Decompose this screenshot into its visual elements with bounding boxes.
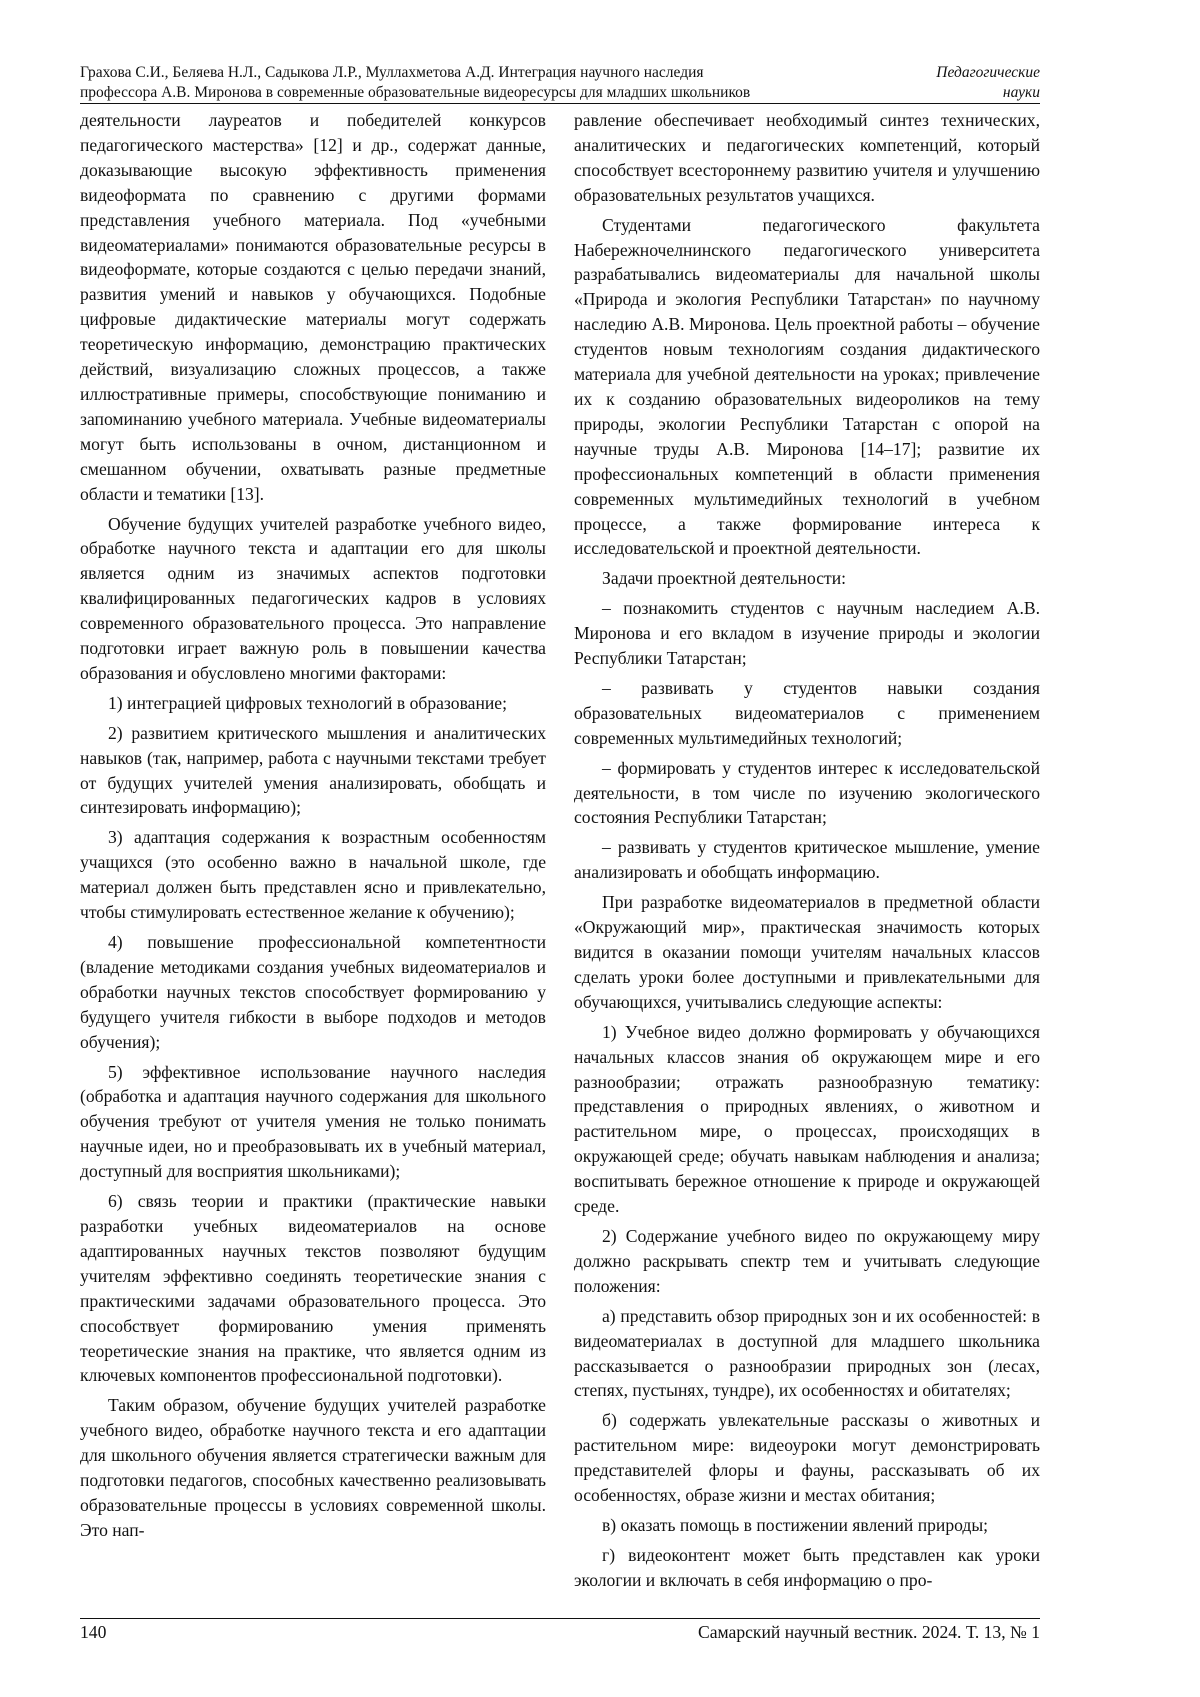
paragraph: Задачи проектной деятельности: <box>602 568 847 589</box>
header-journal-section <box>890 63 1040 103</box>
list-item: – развивать у студентов навыки создания образовательных видеоматериалов с применением современных мультимедийных технологий; <box>574 677 1040 748</box>
left-column <box>80 108 546 1543</box>
paragraph: Студентами педагогического факультета Набережночелнинского педагогического университета разрабатывались видеоматериалы для начальной школы «Природа и экология Республики Татарстан» по научному наследию А.В. Миронова. Цель проектной работы – обучение студентов новым технологиям создания дидактического материала для учебной деятельности на уроках; привлечение их к созданию образовательных видеороликов на тему природы, экологии Республики Татарстан с опорой на научные труды А.В. Миронова [14–17]; развитие их профессиональных компетенций в области применения современных мультимедийных технологий в учебном процессе, а также формирование интереса к исследовательской и проектной деятельности. <box>574 214 1040 559</box>
list-item: а) представить обзор природных зон и их особенностей: в видеоматериалах в доступной для младшего школьника рассказывается о разнообразии природных зон (лесах, степях, пустынях, тундре), их особенностях и обитателях; <box>574 1305 1040 1401</box>
paragraph: Обучение будущих учителей разработке учебного видео, обработке научного текста и адаптации его для школы является одним из значимых аспектов подготовки квалифицированных педагогических кадров в условиях современного образовательного процесса. Это направление подготовки играет важную роль в повышении качества образования и обусловлено многими факторами: <box>80 513 546 683</box>
list-item: 1) Учебное видео должно формировать у обучающихся начальных классов знания об окружающем мире и его разнообразии; отражать разнообразную тематику: представления о природных явлениях, о животном и растительном мире, о процессах, происходящих в окружающей среде; обучать навыкам наблюдения и анализа; воспитывать бережное отношение к природе и окружающей среде. <box>574 1021 1040 1217</box>
paragraph: равление обеспечивает необходимый синтез технических, аналитических и педагогических компетенций, который способствует всестороннему развитию учителя и улучшению образовательных результатов учащихся. <box>574 110 1040 205</box>
list-item: 5) эффективное использование научного наследия (обработка и адаптация научного содержания для школьного обучения требуют от учителя умения не только понимать научные идеи, но и преобразовывать их в учебный материал, доступный для восприятия школьниками); <box>80 1061 546 1182</box>
list-item: – формировать у студентов интерес к исследовательской деятельности, в том числе по изучению экологического состояния Республики Татарстан; <box>574 757 1040 828</box>
journal-reference: Самарский научный вестник. 2024. Т. 13, № 1 <box>697 1622 1040 1642</box>
header-line-1: Грахова С.И., Беляева Н.Л., Садыкова Л.Р., Муллахметова А.Д. Интеграция научного наследия <box>80 64 704 81</box>
paragraph: деятельности лауреатов и победителей конкурсов педагогического мастерства» [12] и др., содержат данные, доказывающие высокую эффективность применения видеоформата по сравнению с другими формами представления учебного материала. Под «учебными видеоматериалами» понимаются образовательные ресурсы в видеоформате, которые создаются с целью передачи знаний, развития умений и навыков у обучающихся. Подобные цифровые дидактические материалы могут содержать теоретическую информацию, демонстрацию практических действий, визуализацию сложных процессов, а также иллюстративные примеры, способствующие пониманию и запоминанию учебного материала. Учебные видеоматериалы могут быть использованы в очном, дистанционном и смешанном обучении, охватывать разные предметные области и тематики [13]. <box>80 110 546 504</box>
section-line-2: науки <box>1002 84 1040 101</box>
list-item: б) содержать увлекательные рассказы о животных и растительном мире: видеоуроки могут демонстрировать представителей флоры и фауны, рассказывать об их особенностях, образе жизни и местах обитания; <box>574 1410 1040 1506</box>
section-line-1: Педагогические <box>936 64 1040 81</box>
paragraph: Таким образом, обучение будущих учителей разработке учебного видео, обработке научного текста и его адаптации для школьного обучения является стратегически важным для подготовки педагогов, способных качественно реализовывать образовательные процессы в условиях современной школы. Это нап- <box>80 1395 546 1540</box>
list-item: 2) Содержание учебного видео по окружающему миру должно раскрывать спектр тем и учитывать следующие положения: <box>574 1225 1040 1296</box>
list-item: в) оказать помощь в постижении явлений природы; <box>602 1514 989 1535</box>
header-line-2: профессора А.В. Миронова в современные образовательные видеоресурсы для младших школьников <box>80 84 751 101</box>
paragraph: При разработке видеоматериалов в предметной области «Окружающий мир», практическая значимость которых видится в оказании помощи учителям начальных классов сделать уроки более доступными и привлекательными для обучающихся, учитывались следующие аспекты: <box>574 892 1040 1012</box>
list-item: – познакомить студентов с научным наследием А.В. Миронова и его вкладом в изучение природы и экологии Республики Татарстан; <box>574 598 1040 669</box>
header-rule <box>80 103 1040 104</box>
page-number: 140 <box>80 1622 107 1642</box>
right-column <box>574 108 1040 1593</box>
running-header <box>80 63 1040 103</box>
list-item: 4) повышение профессиональной компетентности (владение методиками создания учебных видеоматериалов и обработки научных текстов способствует формированию у будущего учителя гибкости в выборе подходов и методов обучения); <box>80 932 546 1052</box>
list-item: г) видеоконтент может быть представлен как уроки экологии и включать в себя информацию о про- <box>574 1544 1040 1590</box>
footer-rule <box>80 1618 1040 1619</box>
list-item: – развивать у студентов критическое мышление, умение анализировать и обобщать информацию. <box>574 837 1040 883</box>
list-item: 3) адаптация содержания к возрастным особенностям учащихся (это особенно важно в начальной школе, где материал должен быть представлен ясно и привлекательно, чтобы стимулировать естественное желание к обучению); <box>80 827 546 923</box>
list-item: 1) интеграцией цифровых технологий в образование; <box>108 692 507 713</box>
header-authors-title <box>80 63 890 103</box>
list-item: 2) развитием критического мышления и аналитических навыков (так, например, работа с научными текстами требует от будущих учителей умения анализировать, обобщать и синтезировать информацию); <box>80 722 546 818</box>
list-item: 6) связь теории и практики (практические навыки разработки учебных видеоматериалов на основе адаптированных научных текстов позволяют будущим учителям эффективно соединять теоретические знания с практическими задачами образовательного процесса. Это способствует формированию умения применять теоретические знания на практике, что является одним из ключевых компонентов профессиональной подготовки). <box>80 1191 546 1386</box>
